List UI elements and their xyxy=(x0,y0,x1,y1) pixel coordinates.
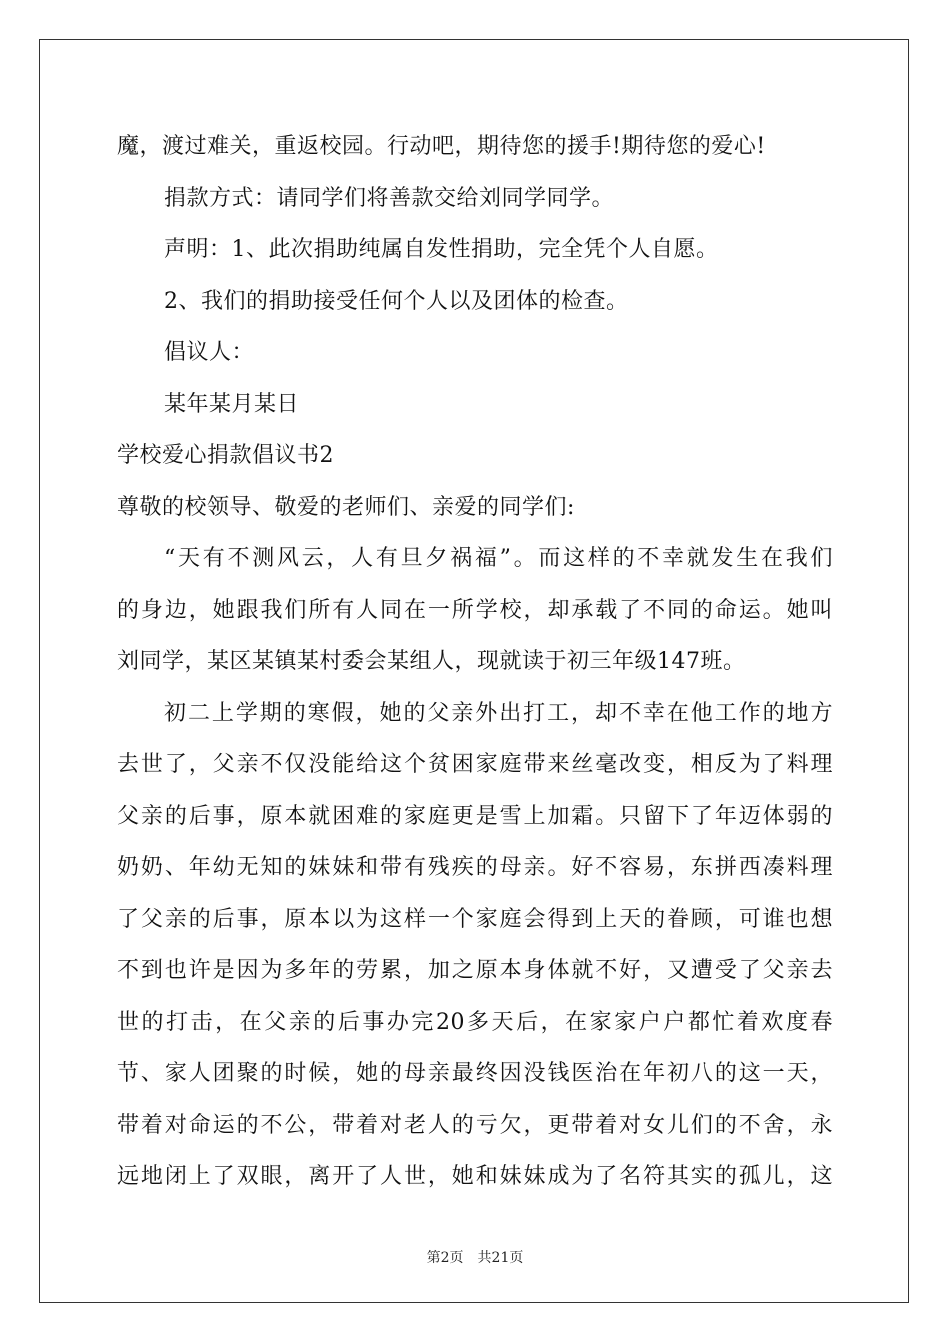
text-line: 不到也许是因为多年的劳累，加之原本身体就不好，又遭受了父亲去 xyxy=(117,958,833,983)
text-line: 世的打击，在父亲的后事办完20多天后，在家家户户都忙着欢度春 xyxy=(117,1009,833,1035)
page-number: 第2页 xyxy=(426,1250,464,1266)
text-line: 奶奶、年幼无知的妹妹和带有残疾的母亲。好不容易，东拼西凑料理 xyxy=(117,855,833,880)
text-line: 某年某月某日 xyxy=(164,391,300,417)
text-line: 节、家人团聚的时候，她的母亲最终因没钱医治在年初八的这一天， xyxy=(117,1061,833,1086)
text-line: 2、我们的捐助接受任何个人以及团体的检查。 xyxy=(164,288,629,314)
page-total: 共21页 xyxy=(477,1250,524,1266)
text-line: 声明：1、此次捐助纯属自发性捐助，完全凭个人自愿。 xyxy=(164,237,719,262)
page-footer xyxy=(0,1247,950,1267)
text-line: 远地闭上了双眼，离开了人世，她和妹妹成为了名符其实的孤儿，这 xyxy=(117,1164,833,1189)
text-line: 尊敬的校领导、敬爱的老师们、亲爱的同学们: xyxy=(117,494,575,520)
text-line: 去世了，父亲不仅没能给这个贫困家庭带来丝毫改变，相反为了料理 xyxy=(117,752,833,777)
text-line: 带着对命运的不公，带着对老人的亏欠，更带着对女儿们的不舍，永 xyxy=(117,1112,833,1138)
text-line: 魔，渡过难关，重返校园。行动吧，期待您的援手!期待您的爱心! xyxy=(117,134,766,159)
text-line: 刘同学，某区某镇某村委会某组人，现就读于初三年级147班。 xyxy=(117,649,746,674)
text-line: 初二上学期的寒假，她的父亲外出打工，却不幸在他工作的地方 xyxy=(164,700,833,726)
text-line: 的身边，她跟我们所有人同在一所学校，却承载了不同的命运。她叫 xyxy=(117,597,833,623)
text-line: “天有不测风云，人有旦夕祸福”。而这样的不幸就发生在我们 xyxy=(164,546,833,571)
text-line: 父亲的后事，原本就困难的家庭更是雪上加霜。只留下了年迈体弱的 xyxy=(117,803,833,829)
text-line: 倡议人： xyxy=(164,340,255,365)
document-body xyxy=(117,121,833,1203)
text-line: 捐款方式：请同学们将善款交给刘同学同学。 xyxy=(164,185,615,211)
text-line: 了父亲的后事，原本以为这样一个家庭会得到上天的眷顾，可谁也想 xyxy=(117,906,833,932)
text-line: 学校爱心捐款倡议书2 xyxy=(117,443,334,468)
